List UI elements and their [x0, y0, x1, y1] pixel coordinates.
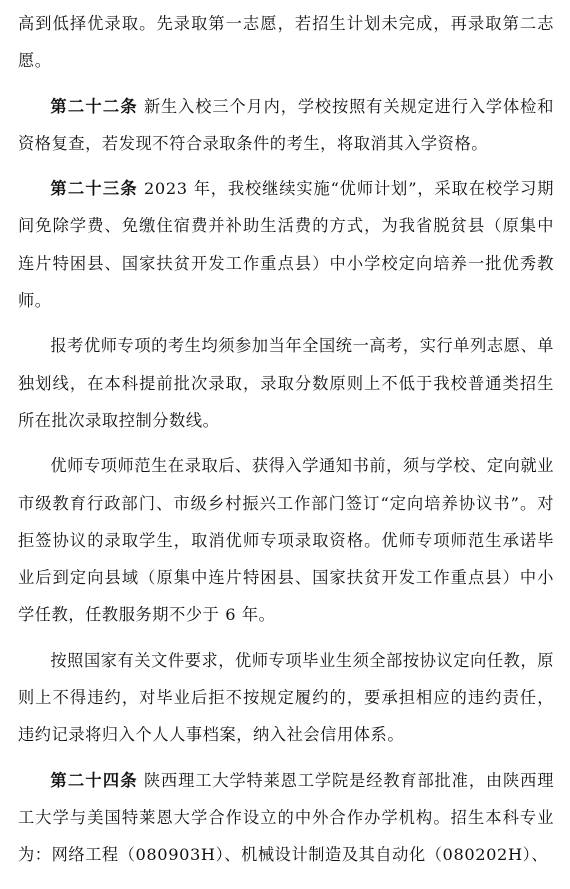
paragraph-text: 新生入校三个月内，学校按照有关规定进行入学体检和资格复查，若发现不符合录取条件的考生，将取消其入学资格。	[18, 96, 554, 153]
article-23-paragraph	[18, 170, 554, 319]
paragraph-text: 报考优师专项的考生均须参加当年全国统一高考，实行单列志愿、单独划线，在本科提前批次录取，录取分数原则上不低于我校普通类招生所在批次录取控制分数线。	[18, 336, 555, 430]
paragraph-text: 高到低择优录取。先录取第一志愿，若招生计划未完成，再录取第二志愿。	[18, 14, 554, 71]
article-number: 第二十三条	[50, 179, 138, 199]
paragraph-text: 按照国家有关文件要求，优师专项毕业生须全部按协议定向任教，原则上不得违约，对毕业后拒不按规定履约的，要承担相应的违约责任，违约记录将归入个人人事档案，纳入社会信用体系。	[18, 650, 555, 745]
paragraph-text: 2023 年，我校继续实施“优师计划”，采取在校学习期间免除学费、免缴住宿费并补助生活费的方式，为我省脱贫县（原集中连片特困县、国家扶贫开发工作重点县）中小学校定向培养一批优秀教师。	[18, 179, 554, 311]
paragraph-text: 优师专项师范生在录取后、获得入学通知书前，须与学校、定向就业市级教育行政部门、市级乡村振兴工作部门签订“定向培养协议书”。对拒签协议的录取学生，取消优师专项录取资格。优师专项师范生承诺毕业后到定向县域（原集中连片特困县、国家扶贫开发工作重点县）中小学任教，任教服务期不少于 6 年。	[18, 456, 555, 625]
exam-requirement-paragraph	[18, 327, 554, 439]
article-24-paragraph	[18, 762, 554, 874]
article-number: 第二十四条	[50, 770, 138, 790]
agreement-paragraph	[18, 447, 554, 633]
breach-paragraph	[18, 642, 554, 754]
article-number: 第二十二条	[50, 96, 138, 116]
paragraph-text: 陕西理工大学特莱恩工学院是经教育部批准，由陕西理工大学与美国特莱恩大学合作设立的中外合作办学机构。招生本科专业为：网络工程（080903H）、机械设计制造及其自动化（080202H）、	[18, 770, 554, 865]
article-22-paragraph	[18, 88, 554, 163]
paragraph-continuation	[18, 5, 554, 80]
